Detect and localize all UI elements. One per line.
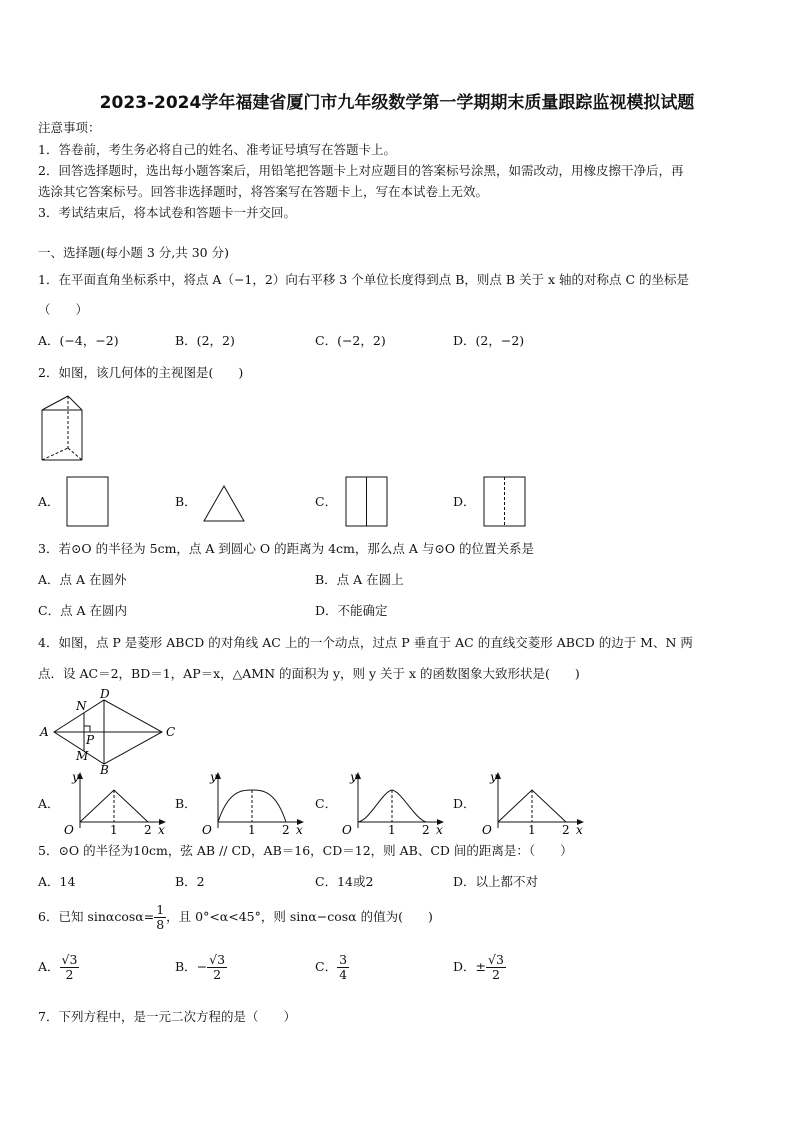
axis-x-label: x — [436, 823, 443, 837]
axis-y-label: y — [210, 770, 217, 784]
tick-label: 2 — [144, 823, 152, 837]
axis-y-label: y — [350, 770, 357, 784]
prism-figure — [38, 392, 88, 464]
q5-option-b: B．2 — [175, 874, 205, 889]
point-n-label: N — [76, 699, 87, 713]
notice-heading: 注意事项： — [38, 120, 101, 135]
q2-stem: 2．如图，该几何体的主视图是( ) — [38, 365, 244, 380]
q6-stem — [38, 902, 433, 932]
q6-stem-pre: 6．已知 sinαcosα= — [38, 909, 155, 924]
page-title: 2023-2024学年福建省厦门市九年级数学第一学期期末质量跟踪监视模拟试题 — [99, 93, 695, 113]
notice-item: 2．回答选择题时，选出每小题答案后，用铅笔把答题卡上对应题目的答案标号涂黑，如需改动，用橡皮擦干净后，再 — [38, 163, 684, 178]
tick-label: 1 — [528, 823, 536, 837]
rhombus-figure — [36, 688, 186, 776]
origin-label: O — [482, 823, 492, 837]
q2-option-d-label: D． — [453, 494, 476, 509]
q7-stem: 7．下列方程中，是一元二次方程的是（ ） — [38, 1009, 296, 1024]
q5-stem: 5．⊙O 的半径为10cm，弦 AB // CD，AB＝16，CD＝12，则 AB、CD 间的距离是：（ ） — [38, 843, 573, 858]
q6-stem-post: ，且 0°<α<45°，则 sinα−cosα 的值为( ) — [166, 909, 433, 924]
q3-option-c: C．点 A 在圆内 — [38, 603, 128, 618]
q2-option-a-label: A． — [38, 494, 60, 509]
notice-item: 3．考试结束后，将本试卷和答题卡一并交回。 — [38, 205, 296, 220]
q3-option-b: B．点 A 在圆上 — [315, 572, 404, 587]
q3-option-a: A．点 A 在圆外 — [38, 572, 127, 587]
q5-option-d: D．以上都不对 — [453, 874, 539, 889]
q1-stem-cont: （ ） — [38, 302, 89, 317]
point-m-label: M — [76, 749, 89, 763]
q1-stem: 1．在平面直角坐标系中，将点 A（−1，2）向右平移 3 个单位长度得到点 B，则点 B 关于 x 轴的对称点 C 的坐标是 — [38, 272, 690, 287]
q6-option-a: A． $\frac{√3}{2}$ — [38, 952, 78, 982]
origin-label: O — [202, 823, 212, 837]
q4-option-a-label: A． — [38, 796, 60, 811]
tick-label: 2 — [422, 823, 430, 837]
q2-option-c-figure — [345, 476, 389, 528]
q2-option-c-label: C． — [315, 494, 338, 509]
q4-option-b-label: B． — [175, 796, 197, 811]
vertex-d-label: D — [100, 687, 110, 701]
axis-x-label: x — [296, 823, 303, 837]
tick-label: 1 — [248, 823, 256, 837]
notice-item: 1．答卷前，考生务必将自己的姓名、准考证号填写在答题卡上。 — [38, 142, 396, 157]
vertex-a-label: A — [40, 725, 49, 739]
tick-label: 1 — [110, 823, 118, 837]
axis-x-label: x — [158, 823, 165, 837]
point-p-label: P — [86, 733, 95, 747]
axis-y-label: y — [490, 770, 497, 784]
q6-option-c: C． $\frac{3}{4}$ — [315, 952, 348, 982]
tick-label: 2 — [562, 823, 570, 837]
q4-stem: 4．如图，点 P 是菱形 ABCD 的对角线 AC 上的一个动点，过点 P 垂直于 AC 的直线交菱形 ABCD 的边于 M、N 两 — [38, 635, 693, 650]
q1-option-b: B．(2，2) — [175, 333, 235, 348]
axis-y-label: y — [72, 770, 79, 784]
origin-label: O — [64, 823, 74, 837]
tick-label: 2 — [282, 823, 290, 837]
q6-fraction: $\frac{1}{8}$ — [156, 902, 165, 932]
q4-stem-cont: 点．设 AC＝2，BD＝1，AP＝x，△AMN 的面积为 y，则 y 关于 x 的函数图象大致形状是( ) — [38, 666, 580, 681]
q6-option-d: D．± $\frac{√3}{2}$ — [453, 952, 504, 982]
q4-option-d-label: D． — [453, 796, 476, 811]
q4-graph-b — [200, 770, 310, 835]
q4-graph-a — [62, 770, 172, 835]
q2-option-b-label: B． — [175, 494, 197, 509]
vertex-c-label: C — [166, 725, 176, 739]
notice-item: 选涂其它答案标号。回答非选择题时，将答案写在答题卡上，写在本试卷上无效。 — [38, 184, 489, 199]
vertex-b-label: B — [100, 763, 109, 777]
q2-option-b-figure — [202, 484, 246, 524]
q1-option-d: D．(2，−2) — [453, 333, 525, 348]
q1-option-c: C．(−2，2) — [315, 333, 386, 348]
q5-option-a: A．14 — [38, 874, 76, 889]
q3-stem: 3．若⊙O 的半径为 5cm，点 A 到圆心 O 的距离为 4cm，那么点 A 与⊙O 的位置关系是 — [38, 541, 535, 556]
q5-option-c: C．14或2 — [315, 874, 374, 889]
q2-option-d-figure — [483, 476, 527, 528]
q4-option-c-label: C． — [315, 796, 338, 811]
origin-label: O — [342, 823, 352, 837]
tick-label: 1 — [388, 823, 396, 837]
q4-graph-c — [340, 770, 450, 835]
section-heading: 一、选择题(每小题 3 分,共 30 分) — [38, 245, 229, 260]
q4-graph-d — [480, 770, 590, 835]
q6-option-b: B．− $\frac{√3}{2}$ — [175, 952, 226, 982]
q3-option-d: D．不能确定 — [315, 603, 388, 618]
q1-option-a: A．(−4，−2) — [38, 333, 119, 348]
q2-option-a-figure — [66, 476, 110, 528]
axis-x-label: x — [576, 823, 583, 837]
